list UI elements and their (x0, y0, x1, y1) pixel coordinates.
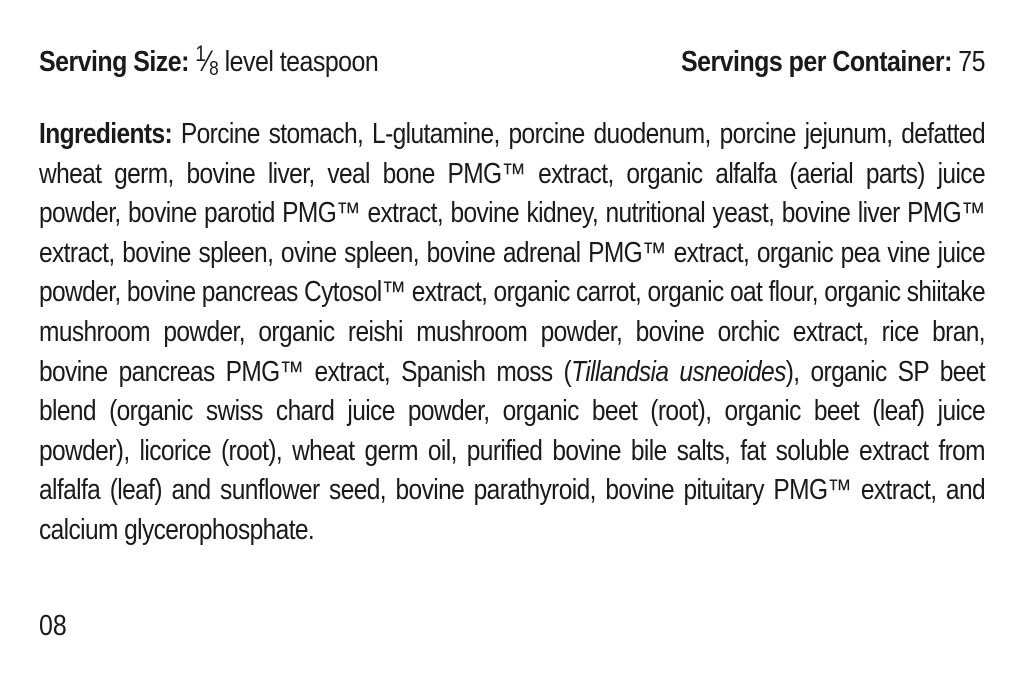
servings-per-container (681, 40, 985, 84)
servings-per-container-value: 75 (951, 46, 985, 78)
serving-size-fraction (195, 41, 219, 80)
ingredients-text-part2: ), organic SP beet blend (organic swiss chard juice powder, organic beet (root), organic beet (leaf) juice powder), licorice (root), wheat germ oil, purified bovine bile salts, fat soluble extract from alfalfa (leaf) and sunflower seed, bovine parathyroid, bovine pituitary PMG™ extract, and calcium glycerophosphate. (39, 355, 986, 546)
serving-row (39, 32, 985, 91)
ingredients-label: Ingredients: (39, 118, 173, 150)
label-code: 08 (39, 610, 67, 642)
fraction-denominator: 8 (209, 58, 219, 80)
serving-size-label: Serving Size: (39, 46, 189, 78)
ingredients-paragraph (39, 115, 985, 551)
ingredients-italic-species: Tillandsia usneoides (571, 355, 786, 388)
fraction-numerator: 1 (195, 41, 206, 66)
serving-size (39, 32, 378, 91)
fraction-slash: ⁄ (205, 45, 210, 78)
ingredients-text-part1: Porcine stomach, L-glutamine, porcine duodenum, porcine jejunum, defatted wheat germ, bovine liver, veal bone PMG™ extract, organic alfalfa (aerial parts) juice powder, bovine parotid PMG™ extract, bovine kidney, nutritional yeast, bovine liver PMG™ extract, bovine spleen, ovine spleen, bovine adrenal PMG™ extract, organic pea vine juice powder, bovine pancreas Cytosol™ extract, organic carrot, organic oat flour, organic shiitake mushroom powder, organic reishi mushroom powder, bovine orchic extract, rice bran, bovine pancreas PMG™ extract, Spanish moss ( (39, 118, 986, 388)
serving-size-value: level teaspoon (218, 46, 379, 78)
supplement-label (39, 32, 985, 551)
servings-per-container-label: Servings per Container: (681, 46, 952, 78)
